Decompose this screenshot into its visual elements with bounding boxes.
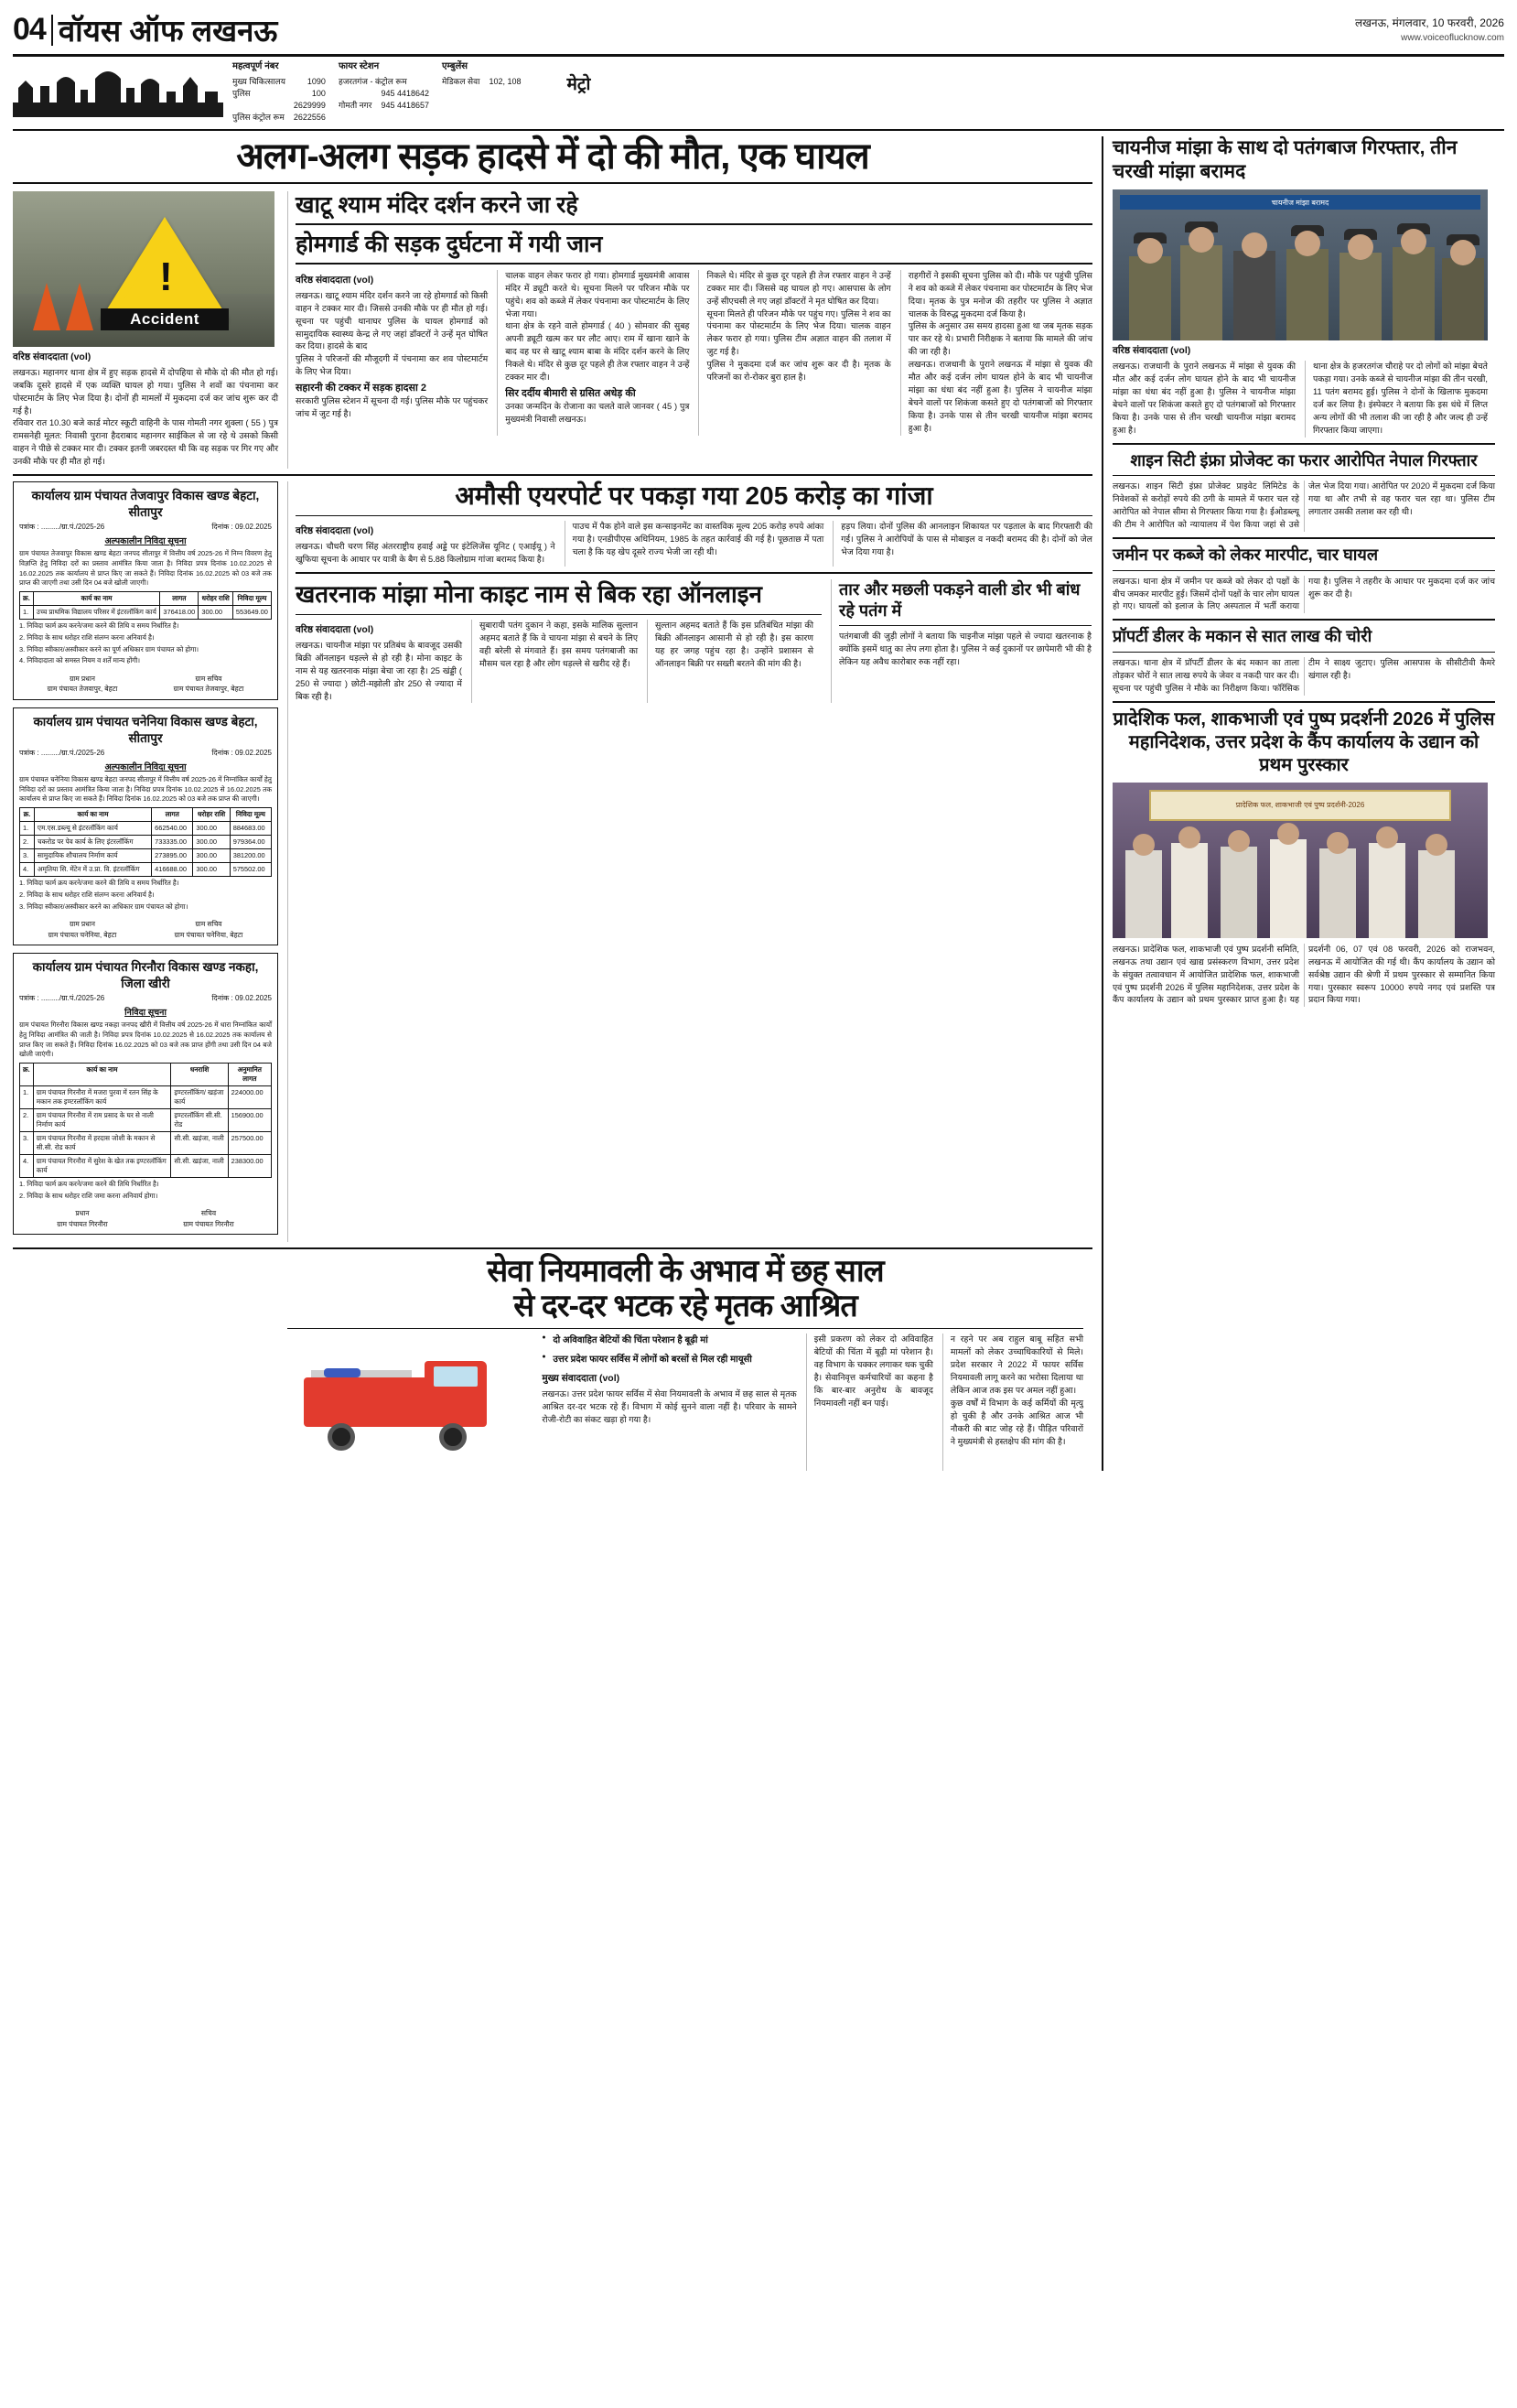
land-fight-headline: जमीन पर कब्जे को लेकर मारपीट, चार घायल: [1113, 545, 1379, 565]
fire-station-column: [339, 60, 429, 124]
section-rule: [13, 474, 1092, 476]
notice-meta: [19, 748, 272, 758]
majha-col-2: [471, 620, 638, 704]
face: [1426, 834, 1447, 856]
hg-col-3: [698, 270, 890, 436]
majha-left: [296, 579, 822, 703]
lead-para-3: राहगीरों ने इसकी सूचना पुलिस को दी। मौके पर पहुंची पुलिस ने शव को कब्जे में लेकर पंचनामा कर पोस्टमार्टम के लिए भेज दिया। मृतक के पुत्र मनोज की तहरीर पर पुलिस ने अज्ञात चालक के विरुद्ध मुकदमा दर्ज किया है।: [908, 270, 1092, 319]
important-numbers-column: [232, 60, 326, 124]
homeguard-columns: [296, 270, 1092, 436]
hg-subhead-1: सहारनी की टक्कर में सड़क हादसा 2: [296, 383, 426, 394]
th: क्र.: [20, 808, 35, 822]
num-value: 1090: [307, 76, 326, 86]
face: [1401, 229, 1426, 254]
notice-cond-3: 3. निविदा स्वीकार/अस्वीकार करने का पूर्ण अधिकार ग्राम पंचायत को होगा।: [19, 644, 199, 653]
num-value: 2629999: [293, 100, 326, 110]
num-label: हजरतगंज - कंट्रोल रूम: [338, 76, 407, 86]
hg-c2-p3: उनका जन्मदिन के रोजाना का चलते वाले जानवर ( 45 ) पुत्र मुख्यमंत्री निवासी लखनऊ।: [505, 401, 690, 424]
tender-notice: [13, 481, 278, 700]
td: ग्राम पंचायत गिरनौरा में हरदास जोशी के मकान से सी.सी. रोड कार्य: [33, 1131, 171, 1154]
face: [1178, 826, 1200, 848]
td: 300.00: [199, 606, 232, 620]
td: ग्राम पंचायत गिरनौरा में सुरेश के खेत तक इण्टरलॉकिंग कार्य: [33, 1154, 171, 1177]
page-number: 04: [13, 12, 46, 47]
tender-notices-column: [13, 481, 278, 1242]
num-label: गोमती नगर: [338, 100, 372, 110]
td: 156900.00: [228, 1108, 271, 1131]
face: [1327, 832, 1349, 854]
ganja-byline: वरिष्ठ संवाददाता (vol): [296, 525, 374, 537]
hg-c1-p2: पुलिस ने परिजनों की मौजूदगी में पंचनामा कर शव पोस्टमार्टम के लिए भेज दिया।: [296, 354, 489, 377]
face: [1450, 240, 1476, 265]
majha-block: [296, 579, 1092, 703]
td: 224000.00: [228, 1085, 271, 1108]
ganja-col-1: [296, 521, 555, 567]
traffic-cone-icon: [33, 283, 60, 330]
hg-c1-p1: लखनऊ। खाटू श्याम मंदिर दर्शन करने जा रहे होमगार्ड को किसी वाहन ने टक्कर मार दी। जिससे उनकी मौके पर ही मौत हो गई। सूचना पर पहुंची थानाघर पुलिस के घायल होमगार्ड को सामुदायिक स्वास्थ्य केन्द्र ले गए जहां डॉक्टरों ने उन्हें मृत घोषित कर दिया। हादसे के बाद: [296, 290, 489, 351]
td: 1.: [20, 1085, 34, 1108]
sig-name: ग्राम सचिव: [195, 920, 222, 929]
td: 381200.00: [230, 849, 271, 863]
masthead: [13, 9, 1504, 57]
traffic-cone-icon: [66, 283, 93, 330]
face: [1295, 231, 1320, 256]
td: सी.सी. खड़ंजा, नाली: [171, 1154, 228, 1177]
num-value: 102, 108: [489, 76, 522, 86]
kite-spill: लखनऊ। राजधानी के पुराने लखनऊ में मांझा से युवक की मौत और कई दर्जन लोग घायल होने के बाद भी चायनीज मांझा का धंधा बंद नहीं हुआ है। पुलिस ने चायनीज मांझा बेचने वालों पर शिकंजा कसते हुए दो पतंगबाजों को गिरफ्तार किया है। उनके पास से तीन चरखी चायनीज मांझा बरामद हुआ है।: [908, 360, 1092, 433]
sig-name: ग्राम प्रधान: [69, 920, 96, 929]
majha-sub-story: [831, 579, 1092, 703]
sig-name: ग्राम प्रधान: [69, 675, 96, 684]
right-rule-1: [1113, 443, 1495, 445]
sewa-bullet-2: ● उत्तर प्रदेश फायर सर्विस में लोगों को बरसों से मिल रही मायूसी: [542, 1353, 796, 1366]
td: 257500.00: [228, 1131, 271, 1154]
ganja-col-2: [565, 521, 824, 567]
td: 553649.00: [232, 606, 271, 620]
sewa-rule: [287, 1328, 1083, 1329]
notice-title: अल्पकालीन निविदा सूचना: [104, 536, 187, 547]
notice-table: [19, 1063, 272, 1178]
attendee-figure: [1369, 843, 1405, 938]
notice-signatures: [19, 1208, 272, 1229]
sewa-p4: कुछ वर्षों में विभाग के कई कर्मियों की मृत्यु हो चुकी है और उनके आश्रित आज भी नौकरी की बाट जोह रहे हैं। पीड़ित परिवारों ने मुख्यमंत्री से हस्तक्षेप की मांग की है।: [950, 1398, 1084, 1446]
police-officer-figure: [1129, 256, 1171, 340]
attendee-figure: [1270, 839, 1307, 938]
ambulance-column: [442, 60, 522, 124]
right-rule-2: [1113, 475, 1495, 476]
num-label: पुलिस कंट्रोल रूम: [232, 112, 285, 122]
majha-p4: सुल्तान अहमद बताते हैं कि इस प्रतिबंधित मांझा की बिक्री ऑनलाइन आसानी से हो रही है। इस कारण यह हर जगह पहुंच रहा है। उन्होंने प्रशासन से ऑनलाइन बिक्री पर सख्ती बरतने की मांग की है।: [655, 620, 813, 668]
kite-columns: [1113, 361, 1495, 437]
table-row: [20, 1131, 272, 1154]
td: अमृतिया सि. मेंटेन में उ.प्रा. वि. इंटरलॉकिंग: [34, 863, 151, 877]
right-rule-3: [1113, 537, 1495, 539]
lead-byline: वरिष्ठ संवाददाता (vol): [13, 351, 91, 362]
sewa-headline-1: सेवा नियमावली के अभाव में छह साल: [487, 1254, 884, 1290]
sig-name: सचिव: [200, 1209, 217, 1218]
truck-wheel: [328, 1423, 355, 1451]
notice-table: [19, 807, 272, 877]
majha-p2: सुबारायी पतंग दुकान ने कहा, इसके मालिक सुल्तान अहमद बताते हैं कि वे चायना मांझा से बचने के लिए वही बरेली से मंगवाते हैं। इस समय पतंगबाजी का मौसम चल रहा है और लोग धड़ल्ले से खरीद रहे हैं।: [479, 620, 638, 668]
notice-cond-4: 4. निविदादाता को समस्त नियम व शर्तें मान्य होंगी।: [19, 656, 141, 665]
notice-office: कार्यालय ग्राम पंचायत तेजवापुर विकास खण्ड बेहटा, सीतापुर: [31, 489, 260, 520]
table-row: [20, 849, 272, 863]
td: 1.: [20, 606, 34, 620]
right-of-notices: [287, 481, 1092, 1242]
kite-arrest-photo: [1113, 189, 1488, 340]
photo-banner-text: चायनीज मांझा बरामद: [1120, 195, 1480, 210]
table-row: [20, 1154, 272, 1177]
civilian-figure: [1233, 251, 1275, 340]
notice-title: अल्पकालीन निविदा सूचना: [104, 761, 187, 772]
num-value: 100: [311, 88, 326, 98]
td: 3.: [20, 1131, 34, 1154]
accident-photo-caption: Accident: [101, 308, 229, 330]
headline-rule: [13, 182, 1092, 184]
face: [1133, 834, 1155, 856]
num-label: पुलिस: [232, 88, 251, 98]
police-officer-figure: [1286, 249, 1329, 340]
sewa-p3: न रहने पर अब राहुल बाबू सहित सभी मामलों को लेकर उच्चाधिकारियों से मिले। प्रदेश सरकार ने 2022 में फायर सर्विस नियमावली लागू करने का भरोसा दिलाया था लेकिन आज तक इस पर अमल नहीं हुआ।: [950, 1334, 1084, 1395]
td: 300.00: [193, 822, 230, 836]
face: [1348, 234, 1373, 260]
masthead-divider: [51, 15, 53, 46]
fire-station-heading: फायर स्टेशन: [338, 61, 380, 71]
num-value: 945 4418657: [381, 100, 429, 110]
td: ग्राम पंचायत गिरनौरा में राम प्रसाद के घर से नाली निर्माण कार्य: [33, 1108, 171, 1131]
notice-cond-3: 3. निविदा स्वीकार/अस्वीकार करने का अधिकार ग्राम पंचायत को होगा।: [19, 902, 188, 911]
hg-subhead-2: सिर दर्दीय बीमारी से ग्रसित अधेड़ की: [505, 388, 636, 400]
attendee-figure: [1221, 847, 1257, 938]
kite-p1: लखनऊ। राजधानी के पुराने लखनऊ में मांझा से युवक की मौत और कई दर्जन लोग घायल होने के बाद भी चायनीज मांझा का धंधा बंद नहीं हुआ है। पुलिस ने चायनीज मांझा बेचने वालों पर शिकंजा कसते हुए दो पतंगबाजों को गिरफ्तार किया है। उनके पास से तीन चरखी चायनीज मांझा बरामद हुआ है।: [1113, 362, 1296, 435]
table-row: [20, 1108, 272, 1131]
ganja-p1: लखनऊ। चौधरी चरण सिंह अंतरराष्ट्रीय हवाई अड्डे पर इंटेलिजेंस यूनिट ( एआईयू ) ने खुफिया सूचना के आधार पर यात्री के बैग से 5.88 किलोग्राम गांजा बरामद किया है।: [296, 542, 555, 565]
lead-para-4: पुलिस के अनुसार उस समय हादसा हुआ था जब मृतक सड़क पार कर रहे थे। प्रभारी निरीक्षक ने बताया कि मामले की जांच की जा रही है।: [908, 321, 1092, 357]
td: 2.: [20, 1108, 34, 1131]
notice-cond-1: 1. निविदा फार्म क्रय करने/जमा करने की तिथि व समय निर्धारित है।: [19, 879, 179, 888]
homeguard-headline-2: होमगार्ड की सड़क दुर्घटना में गयी जान: [296, 231, 1092, 265]
majha-rule: [296, 614, 822, 615]
notice-para: ग्राम पंचायत गिरनौरा विकास खण्ड नकहा जनपद खीरी में वित्तीय वर्ष 2025-26 में धारा निम्नांकित कार्यों हेतु निविदा आमंत्रित की जाती है। निविदा प्रपत्र दिनांक 10.02.2025 से 16.02.2025 तक कार्यालय से प्राप्त किए जा सकते हैं। निविदा दिनांक 16.02.2025 को 03 बजे तक प्राप्त होंगी तथा उसी दिन 04 बजे खोली जाएंगी।: [19, 1020, 272, 1059]
publication-title: वॉयस ऑफ लखनऊ: [58, 14, 278, 48]
truck-siren-light: [324, 1368, 360, 1377]
td: 1.: [20, 822, 35, 836]
notice-date: दिनांक : 09.02.2025: [211, 994, 272, 1003]
face: [1189, 227, 1214, 253]
td: 416688.00: [152, 863, 193, 877]
sewa-bullets: [542, 1334, 796, 1366]
th: निविदा मूल्य: [230, 808, 271, 822]
police-officer-figure: [1180, 245, 1222, 340]
lead-row: [13, 191, 1092, 470]
fire-truck-icon: [287, 1334, 525, 1471]
ambulance-heading: एम्बुलेंस: [442, 61, 468, 71]
notice-office: कार्यालय ग्राम पंचायत गिरनौरा विकास खण्ड नकहा, जिला खीरी: [32, 960, 259, 991]
td: 884683.00: [230, 822, 271, 836]
ganja-headline: अमौसी एयरपोर्ट पर पकड़ा गया 205 करोड़ का गांजा: [455, 481, 933, 511]
notice-meta: [19, 522, 272, 532]
td: 575502.00: [230, 863, 271, 877]
hg-col-4: [900, 270, 1092, 436]
land-fight-body: लखनऊ। थाना क्षेत्र में जमीन पर कब्जे को लेकर दो पक्षों के बीच जमकर मारपीट हुई। जिसमें दोनों पक्षों के चार लोग घायल हो गए। घायलों को इलाज के लिए अस्पताल में भर्ती कराया गया है। पुलिस ने तहरीर के आधार पर मुकदमा दर्ज कर जांच शुरू कर दी है।: [1113, 576, 1495, 611]
td: चकरोड पर पेव कार्य के लिए इंटरलॉकिंग: [34, 836, 151, 849]
sewa-col-3: [942, 1334, 1083, 1471]
sewa-p2: इसी प्रकरण को लेकर दो अविवाहित बेटियों की चिंता में बूढ़ी मां परेशान है। वह विभाग के चक्कर लगाकर थक चुकी है। सेवानिवृत्त कर्मचारियों का कहना है कि बार-बार अनुरोध के बावजूद नियमावली नहीं बन पाई।: [813, 1334, 933, 1408]
notice-cond-2: 2. निविदा के साथ धरोहर राशि जमा करना अनिवार्य होगा।: [19, 1191, 158, 1200]
notice-para: ग्राम पंचायत तेजवापुर विकास खण्ड बेहटा जनपद सीतापुर में वित्तीय वर्ष 2025-26 में निम्न विवरण हेतु विज्ञप्ति हेतु निविदा दरों का प्रस्ताव आमंत्रित किया जाता है। निविदा प्रपत्र दिनांक 10.02.2025 से 16.02.2025 तक कार्यालय से प्राप्त किए जा सकते हैं। निविदा दिनांक 16.02.2025 को 03 बजे तक प्राप्त की जाएगी तथा उसी दिन 04 बजे खोली जाएगी।: [19, 549, 272, 588]
td: सी.सी. खड़ंजा, नाली: [171, 1131, 228, 1154]
kite-byline: वरिष्ठ संवाददाता (vol): [1113, 345, 1191, 357]
homeguard-byline: वरिष्ठ संवाददाता (vol): [296, 274, 374, 286]
table-row: [20, 1085, 272, 1108]
notice-signatures: [19, 919, 272, 940]
majha-columns: [296, 620, 822, 704]
th: धरोहर राशि: [199, 592, 232, 606]
property-theft-body: लखनऊ। थाना क्षेत्र में प्रॉपर्टी डीलर के बंद मकान का ताला तोड़कर चोरों ने सात लाख रुपये के जेवर व नकदी पार कर दी। सूचना पर पहुंची पुलिस ने मौके का निरीक्षण किया। फॉरेंसिक टीम ने साक्ष्य जुटाए। पुलिस आसपास के सीसीटीवी कैमरे खंगाल रही है।: [1113, 657, 1495, 693]
ganja-rule: [296, 515, 1092, 516]
sewa-story: [287, 1255, 1083, 1471]
td: 4.: [20, 863, 35, 877]
page-body: [13, 136, 1504, 1471]
td: 238300.00: [228, 1154, 271, 1177]
shine-city-body: लखनऊ। शाइन सिटी इंफ्रा प्रोजेक्ट प्राइवेट लिमिटेड के निवेशकों से करोड़ों रुपये की ठगी के मामले में फरार चल रहे आरोपित को नेपाल सीमा से गिरफ्तार किया गया है। ईओडब्ल्यू की टीम ने आरोपित को न्यायालय में पेश किया जहां से उसे जेल भेज दिया गया। आरोपित पर 2020 में मुकदमा दर्ज किया गया था और तभी से वह फरार चल रहा था। पुलिस टीम लगातार उसकी तलाश कर रही थी।: [1113, 481, 1495, 530]
ganja-col-3: [833, 521, 1092, 567]
sewa-byline: मुख्य संवाददाता (vol): [542, 1373, 620, 1384]
majha-sub-rule: [839, 625, 1092, 626]
tender-notice: [13, 953, 278, 1235]
sewa-p1: लखनऊ। उत्तर प्रदेश फायर सर्विस में सेवा नियमावली के अभाव में छह साल से मृतक आश्रित दर-दर भटक रहे हैं। विभाग में कोई सुनने वाला नहीं है। परिवार के सामने रोजी-रोटी का संकट खड़ा हो गया है।: [542, 1389, 797, 1424]
notice-ref: पत्रांक : ........./ग्रा.पं./2025-26: [19, 748, 105, 757]
hg-col-2: [497, 270, 689, 436]
ganja-p2: पाउच में पैक होने वाले इस कन्साइनमेंट का वास्तविक मूल्य 205 करोड़ रुपये आंका गया है। एनडीपीएस अधिनियम, 1985 के तहत कार्रवाई की गई है। पूछताछ में पता चला है कि यह खेप दूसरे राज्य भेजी जा रही थी।: [572, 522, 824, 557]
tender-notice: [13, 707, 278, 945]
info-bar: [13, 57, 1504, 131]
hg-c2-p2: थाना क्षेत्र के रहने वाले होमगार्ड ( 40 ) सोमवार की सुबह अपनी ड्यूटी खत्म कर घर लौट आए। राम में खाना खाने के बाद वह घर से खाटू श्याम बाबा के मंदिर दर्शन करने के लिए निकले थे। मंदिर से कुछ दूर पहले ही तेज रफ्तार वाहन ने उन्हें टक्कर मार दी।: [505, 321, 690, 383]
city-skyline-icon: [13, 60, 223, 117]
ganja-columns: [296, 521, 1092, 567]
sewa-bullets-wrap: [542, 1334, 796, 1471]
attendee-figure: [1418, 850, 1455, 938]
section-label: मेट्रो: [566, 75, 591, 94]
num-value: 2622556: [293, 112, 326, 122]
majha-col-3: [647, 620, 813, 704]
homeguard-story: [287, 191, 1092, 470]
award-headline: प्रादेशिक फल, शाकभाजी एवं पुष्प प्रदर्शनी 2026 में पुलिस महानिदेशक, उत्तर प्रदेश के कैंप कार्यालय के उद्यान को प्रथम पुरस्कार: [1113, 708, 1495, 775]
truck-window: [434, 1366, 478, 1387]
kite-col-1: [1113, 361, 1296, 437]
notice-title: निविदा सूचना: [124, 1008, 167, 1019]
table-row: [20, 863, 272, 877]
face: [1376, 826, 1398, 848]
num-value: 945 4418642: [381, 88, 429, 98]
hg-c1-p3: सरकारी पुलिस स्टेशन में सूचना दी गई। पुलिस मौके पर पहुंचकर जांच में जुट गई है।: [296, 396, 489, 418]
lead-headline: अलग-अलग सड़क हादसे में दो की मौत, एक घायल: [236, 135, 869, 177]
td: एम.एस.डब्ल्यू से इंटरलॉकिंग कार्य: [34, 822, 151, 836]
majha-byline: वरिष्ठ संवाददाता (vol): [296, 623, 374, 635]
place-date: लखनऊ, मंगलवार, 10 फरवरी, 2026: [1354, 16, 1504, 29]
sewa-col-2: [806, 1334, 933, 1471]
notice-para: ग्राम पंचायत चनेनिया विकास खण्ड बेहटा जनपद सीतापुर में वित्तीय वर्ष 2025-26 में निम्नांकित कार्यों हेतु निविदा दरों का प्रस्ताव आमंत्रित किया जाता है। निविदा प्रपत्र दिनांक 10.02.2025 से 16.02.2025 तक कार्यालय से प्राप्त किए जा सकते हैं। निविदा दिनांक 16.02.2025 को 03 बजे तक प्राप्त की जाएगी।: [19, 774, 272, 804]
sewa-top-row: [287, 1334, 1083, 1471]
td: 3.: [20, 849, 35, 863]
sewa-rule-top: [13, 1247, 1092, 1249]
notice-cond-1: 1. निविदा फार्म क्रय करने/जमा करने की तिथि व समय निर्धारित है।: [19, 621, 179, 631]
face: [1137, 238, 1163, 264]
majha-col-1: [296, 620, 462, 704]
hg-c3-p2: सूचना मिलते ही परिजन मौके पर पहुंच गए। पुलिस ने शव का पंचनामा कर पोस्टमार्टम के लिए भेज दिया। चालक वाहन लेकर फरार हो गया। पुलिस टीम अज्ञात वाहन की तलाश में जुट गई है।: [706, 308, 891, 357]
td: 2.: [20, 836, 35, 849]
sewa-headline-2: से दर-दर भटक रहे मृतक आश्रित: [513, 1288, 857, 1323]
masthead-right: [1355, 9, 1504, 45]
th: क्र.: [20, 1063, 34, 1085]
notice-office: कार्यालय ग्राम पंचायत चनेनिया विकास खण्ड बेहटा, सीतापुर: [33, 714, 258, 745]
hg-c3-p3: पुलिस ने मुकदमा दर्ज कर जांच शुरू कर दी है। मृतक के परिजनों का रो-रोकर बुरा हाल है।: [706, 360, 891, 383]
masthead-left: [13, 9, 277, 50]
sig-office: ग्राम पंचायत गिरनौरा: [183, 1219, 234, 1228]
police-officer-figure: [1442, 258, 1484, 340]
notice-cond-2: 2. निविदा के साथ धरोहर राशि संलग्न करना अनिवार्य है।: [19, 632, 155, 642]
award-banner-text: प्रादेशिक फल, शाकभाजी एवं पुष्प प्रदर्शनी-2026: [1149, 790, 1451, 821]
th: लागत: [160, 592, 199, 606]
kite-headline: चायनीज मांझा के साथ दो पतंगबाज गिरफ्तार, तीन चरखी मांझा बरामद: [1113, 136, 1458, 182]
majha-headline: खतरनाक मांझा मोना काइट नाम से बिक रहा ऑनलाइन: [296, 580, 762, 609]
td: 300.00: [193, 836, 230, 849]
td: सामुदायिक शौचालय निर्माण कार्य: [34, 849, 151, 863]
notice-date: दिनांक : 09.02.2025: [211, 523, 272, 532]
sig-name: प्रधान: [75, 1209, 90, 1218]
td: 376418.00: [160, 606, 199, 620]
td: 4.: [20, 1154, 34, 1177]
right-rule-7: [1113, 701, 1495, 703]
sig-name: ग्राम सचिव: [195, 675, 222, 684]
td: 300.00: [193, 849, 230, 863]
hg-c3-p1: निकले थे। मंदिर से कुछ दूर पहले ही तेज रफ्तार वाहन ने उन्हें टक्कर मार दी। जिससे वह घायल हो गए। आसपास के लोग उन्हें सीएचसी ले गए जहां डॉक्टरों ने मृत घोषित कर दिया।: [706, 270, 891, 306]
notice-cond-2: 2. निविदा के साथ धरोहर राशि संलग्न करना अनिवार्य है।: [19, 890, 155, 899]
right-zone: [1102, 136, 1495, 1471]
th: कार्य का नाम: [34, 808, 151, 822]
td: 662540.00: [152, 822, 193, 836]
table-row: [20, 606, 272, 620]
left-zone: [13, 136, 1092, 1471]
exclamation-icon: !: [159, 254, 173, 299]
table-row: [20, 836, 272, 849]
td: इण्टरलॉकिंग/ खड़ंजा कार्य: [171, 1085, 228, 1108]
majha-sub-headline: तार और मछली पकड़ने वाली डोर भी बांध रहे पतंग में: [839, 580, 1081, 620]
kite-p2: थाना क्षेत्र के हजरतगंज चौराहे पर दो लोगों को मांझा बेचते पकड़ा गया। उनके कब्जे से चायनीज मांझा की तीन चरखी, 11 पतंग बरामद हुई। पुलिस ने दोनों के खिलाफ मुकदमा दर्ज कर लिया है। इंस्पेक्टर ने बताया कि इस धंधे में लिप्त अन्य लोगों की भी तलाश की जा रही है और जल्द ही उन्हें गिरफ्तार किया जाएगा।: [1313, 362, 1488, 435]
th: निविदा मूल्य: [232, 592, 271, 606]
attendee-figure: [1125, 850, 1162, 938]
majha-rule-top: [296, 572, 1092, 574]
table-row: [20, 822, 272, 836]
notice-meta: [19, 993, 272, 1003]
truck-wheel: [439, 1423, 467, 1451]
shine-city-headline: शाइन सिटी इंफ्रा प्रोजेक्ट का फरार आरोपित नेपाल गिरफ्तार: [1130, 450, 1478, 470]
td: 273895.00: [152, 849, 193, 863]
lead-left-col: [13, 191, 278, 470]
ganja-p3: हड़प लिया। दोनों पुलिस की आनलाइन शिकायत पर पड़ताल के बाद गिरफ्तारी की गई। पुलिस ने आरोपियों के पास से मोबाइल व नकदी बरामद की है। दोनों को जेल भेज दिया गया है।: [841, 522, 1092, 557]
award-body: लखनऊ। प्रादेशिक फल, शाकभाजी एवं पुष्प प्रदर्शनी समिति, लखनऊ तथा उद्यान एवं खाद्य प्रसंस्करण विभाग, उत्तर प्रदेश के संयुक्त तत्वावधान में आयोजित प्रादेशिक फल, शाकभाजी एवं पुष्प प्रदर्शनी 2026 में पुलिस महानिदेशक, उत्तर प्रदेश के कैंप कार्यालय के उद्यान को प्रथम पुरस्कार प्राप्त हुआ है। यह प्रदर्शनी 06, 07 एवं 08 फरवरी, 2026 को राजभवन, लखनऊ में आयोजित की गई थी। कैंप कार्यालय के उद्यान को सर्वश्रेष्ठ उद्यान की श्रेणी में प्रथम पुरस्कार से सम्मानित किया गया। पुरस्कार स्वरूप 10000 रुपये नगद एवं प्रशस्ति पत्र प्रदान किया गया।: [1113, 944, 1495, 1005]
attendee-figure: [1171, 843, 1208, 938]
td: 979364.00: [230, 836, 271, 849]
th: लागत: [152, 808, 193, 822]
majha-p1: लखनऊ। चायनीज मांझा पर प्रतिबंध के बावजूद उसकी बिक्री ऑनलाइन धड़ल्ले से हो रही है। मोना काइट के नाम से यह खतरनाक मांझा बेचा जा रहा है। 25 खंड्डी ( 250 से ज्यादा ) छोटी-मझोली डोर 250 से ज्यादा में बिक रही है।: [296, 640, 462, 701]
th: क्र.: [20, 592, 34, 606]
sig-office: ग्राम पंचायत तेजवापुर, बेहटा: [47, 685, 118, 694]
sig-office: ग्राम पंचायत चनेनिया, बेहटा: [174, 930, 243, 939]
attendee-figure: [1319, 848, 1356, 938]
notices-and-ganja: [13, 481, 1092, 1242]
notice-signatures: [19, 674, 272, 695]
td: 733335.00: [152, 836, 193, 849]
property-theft-headline: प्रॉपर्टी डीलर के मकान से सात लाख की चोरी: [1113, 627, 1372, 646]
majha-p3: पतंगबाजी की जुड़ी लोगों ने बताया कि चाइनीज मांझा पहले से ज्यादा खतरनाक है क्योंकि इसमें धातु का लेप लगा होता है। पुलिस ने कई दुकानों पर छापेमारी भी की है लेकिन यह अवैध कारोबार रुक नहीं रहा।: [839, 632, 1092, 667]
sewa-bullet-1: ● दो अविवाहित बेटियों की चिंता परेशान है बूढ़ी मां: [542, 1334, 796, 1347]
face: [1277, 823, 1299, 845]
right-rule-4: [1113, 570, 1495, 571]
hg-col-1: [296, 270, 488, 436]
th: धरोहर राशि: [193, 808, 230, 822]
sig-office: ग्राम पंचायत चनेनिया, बेहटा: [48, 930, 117, 939]
kite-col-2: [1305, 361, 1488, 437]
homeguard-headline-1: खाटू श्याम मंदिर दर्शन करने जा रहे: [296, 191, 1092, 225]
sig-office: ग्राम पंचायत गिरनौरा: [57, 1219, 108, 1228]
notice-ref: पत्रांक : ........./ग्रा.पं./2025-26: [19, 994, 105, 1003]
th: कार्य का नाम: [33, 1063, 171, 1085]
td: ग्राम पंचायत गिरनौरा में मजरा पुरवा में रतन सिंह के मकान तक इण्टरलॉकिंग कार्य: [33, 1085, 171, 1108]
th: कार्य का नाम: [33, 592, 160, 606]
td: इण्टरलॉकिंग सी.सी. रोड: [171, 1108, 228, 1131]
police-officer-figure: [1339, 253, 1382, 340]
right-rule-5: [1113, 619, 1495, 621]
sig-office: ग्राम पंचायत तेजवापुर, बेहटा: [173, 685, 244, 694]
accident-photo: [13, 191, 274, 347]
notice-ref: पत्रांक : ........./ग्रा.पं./2025-26: [19, 523, 105, 532]
th: अनुमानित लागत: [228, 1063, 271, 1085]
right-rule-6: [1113, 652, 1495, 653]
lead-para-1: लखनऊ। महानगर थाना क्षेत्र में हुए सड़क हादसे में दोपहिया से मौके दो की मौत हो गई। जबकि दूसरे हादसे में एक व्यक्ति घायल हो गया। पुलिस ने शवों का पंचनामा कर पोस्टमार्टम के लिए भेज दिया है। दोनों ही मामलों में मुकदमा दर्ज कर जांच शुरू कर दी गई है।: [13, 367, 278, 416]
face: [1228, 830, 1250, 852]
award-ceremony-photo: [1113, 783, 1488, 938]
td: 300.00: [193, 863, 230, 877]
notice-date: दिनांक : 09.02.2025: [211, 748, 272, 757]
th: धनराशि: [171, 1063, 228, 1085]
num-label: मेडिकल सेवा: [442, 76, 480, 86]
fire-truck-illustration-wrap: [287, 1334, 533, 1471]
notice-table: [19, 591, 272, 620]
emergency-numbers: [232, 60, 522, 124]
notice-cond-1: 1. निविदा फार्म क्रय करने/जमा करने की तिथि निर्धारित है।: [19, 1179, 159, 1188]
hg-c2-p1: चालक वाहन लेकर फरार हो गया। होमगार्ड मुख्यमंत्री आवास मंदिर में ड्यूटी करते थे। सूचना मिलने पर परिजन मौके पर पहुंचे। शव को कब्जे में लेकर पंचनामा कर पोस्टमार्टम के लिए भेजा गया।: [505, 270, 690, 319]
face: [1242, 232, 1267, 258]
important-numbers-heading: महत्वपूर्ण नंबर: [232, 61, 279, 71]
lead-para-2: रविवार रात 10.30 बजे कार्ड मोटर स्कूटी वाहिनी के पास गोमती नगर शुक्ला ( 55 ) पुत्र रामसनेही मूलत: निवासी पुराना हैदराबाद महानगर साईकिल से जा रहे थे उसको किसी वाहन ने पीछे से टक्कर मार दी। टक्कर इतनी जबरदस्त थी कि वह सड़क पर गिर गए और उनकी मौके पर ही मौत हो गई।: [13, 418, 278, 467]
police-officer-figure: [1393, 247, 1435, 340]
website-url: www.voiceoflucknow.com: [1401, 33, 1504, 43]
num-label: मुख्य चिकित्सालय: [232, 76, 285, 86]
td: उच्च प्राथमिक विद्यालय परिसर में इंटरलॉकिंग कार्य: [33, 606, 160, 620]
